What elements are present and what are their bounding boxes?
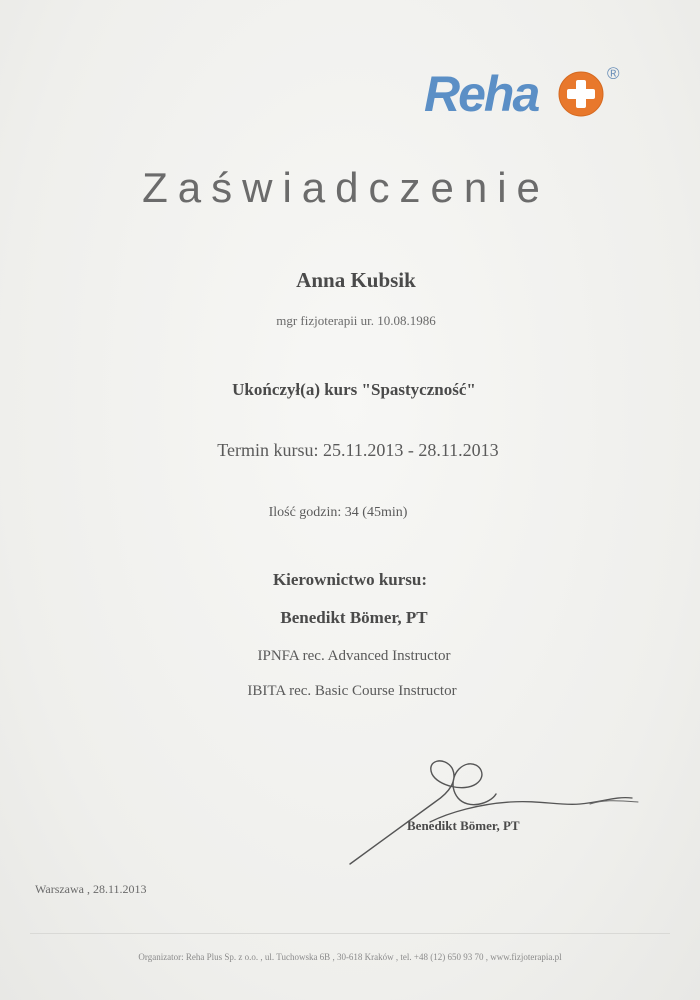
management-heading: Kierownictwo kursu: (272, 570, 428, 589)
place-and-date: Warszawa , 28.11.2013 (35, 882, 147, 896)
registered-mark: ® (607, 64, 620, 83)
signature-printed-name: Benedikt Bömer, PT (407, 818, 520, 833)
course-term: Termin kursu: 25.11.2013 - 28.11.2013 (217, 440, 499, 460)
recipient-name: Anna Kubsik (296, 268, 416, 292)
organizer-footer: Organizator: Reha Plus Sp. z o.o. , ul. Tuchowska 6B , 30-618 Kraków , tel. +48 (12) 650 93 70 , www.fizjoterapia.pl (138, 952, 562, 962)
handwritten-signature (340, 752, 640, 872)
recipient-degree: mgr fizjoterapii ur. 10.08.1986 (276, 313, 436, 328)
plus-cross-icon (558, 71, 604, 117)
certificate-title: Zaświadczenie (142, 164, 550, 211)
management-role-1: IPNFA rec. Advanced Instructor (257, 648, 451, 664)
management-name: Benedikt Bömer, PT (280, 608, 428, 627)
course-hours: Ilość godzin: 34 (45min) (268, 505, 408, 520)
footer-divider (30, 933, 670, 934)
logo-text: Reha (424, 66, 539, 122)
management-role-2: IBITA rec. Basic Course Instructor (247, 683, 457, 699)
reha-logo (424, 62, 634, 126)
course-completion: Ukończył(a) kurs "Spastyczność" (232, 380, 476, 399)
